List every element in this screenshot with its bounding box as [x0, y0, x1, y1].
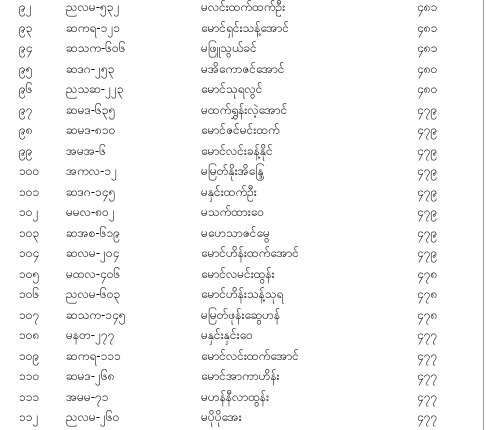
total-mark: ၄၇၉	[417, 205, 438, 219]
roll-code: ဆကရ-၁၁၁	[66, 348, 121, 363]
student-name: မောင်သုရလွင်	[201, 82, 263, 96]
total-mark: ၄၇၇	[417, 369, 438, 383]
roll-code: မနတ-၂၇၇	[66, 328, 115, 342]
row-number: ၁၀၆	[19, 287, 40, 301]
row-number: ၁၁၂	[19, 410, 39, 424]
total-mark: ၄၈၀	[417, 61, 438, 76]
student-name: မောင်လင်းခန့်နိုင်	[201, 143, 273, 158]
total-mark: ၄၈၁	[417, 41, 438, 55]
row-number: ၁၀၁	[19, 184, 40, 199]
student-name: မောင်ဟိန်းထက်အောင်	[201, 246, 299, 260]
roll-code: ညလမ-၅၃၂	[66, 0, 120, 14]
student-name: မနှင်းနှင်းဝေ	[201, 328, 253, 342]
table-row	[0, 38, 502, 59]
table-row	[0, 243, 502, 264]
row-number: ၉၂	[19, 0, 32, 14]
row-number: ၁၁၀	[19, 369, 40, 383]
total-mark: ၄၇၇	[417, 410, 438, 424]
student-name: မမြတ်နိုးအိန္ဒြေ	[201, 164, 264, 178]
table-row	[0, 366, 502, 387]
table-row	[0, 305, 502, 326]
table-row	[0, 141, 502, 162]
table-row	[0, 120, 502, 141]
total-mark: ၄၇၈	[417, 307, 438, 322]
row-number: ၉၈	[19, 123, 33, 137]
table-row	[0, 223, 502, 244]
table-row	[0, 202, 502, 223]
table-row	[0, 0, 502, 18]
total-mark: ၄၇၉	[417, 225, 438, 240]
roll-code: မမလ-၈၀၂	[66, 205, 115, 219]
roll-code: အကလ-၁၂	[66, 164, 117, 178]
total-mark: ၄၇၇	[417, 348, 438, 363]
row-number: ၁၀၇	[19, 307, 40, 322]
roll-code: အမမ-၇၁	[66, 389, 109, 404]
student-name: မလင်းထက်ထက်ဦး	[201, 0, 286, 14]
roll-code: ဆလမ-၂၀၄	[66, 246, 120, 260]
student-name: မသက်ထားဝေ	[201, 205, 265, 219]
row-number: ၁၀၈	[19, 328, 40, 342]
table-row	[0, 407, 502, 428]
row-number: ၁၀၉	[19, 348, 40, 363]
total-mark: ၄၈၀	[417, 82, 438, 96]
row-number: ၁၀၂	[19, 205, 39, 219]
student-name: မထက်ရွှန်းလဲ့အောင်	[201, 102, 288, 117]
row-number: ၁၀၄	[19, 246, 40, 260]
row-number: ၉၅	[19, 61, 33, 76]
table-row	[0, 59, 502, 80]
roll-code: အမအ-၆	[66, 143, 106, 158]
row-number: ၉၇	[19, 102, 33, 117]
row-number: ၁၀၅	[19, 266, 40, 281]
table-row	[0, 346, 502, 367]
table-row	[0, 182, 502, 203]
student-name: မောင်ဟိန်းသန့်သုရ	[201, 287, 284, 301]
student-name: မဟန်နီလာထွန်း	[201, 389, 270, 404]
row-number: ၁၀၃	[19, 225, 40, 240]
roll-code: မထလ-၄၀၆	[66, 266, 121, 281]
total-mark: ၄၇၈	[417, 287, 438, 301]
row-number: ၁၀၀	[19, 164, 40, 178]
student-name: မောင်ဇင်မင်းထက်	[201, 123, 280, 137]
table-row	[0, 161, 502, 182]
total-mark: ၄၇၇	[417, 328, 438, 342]
roll-code: ဆအစ-၆၁၉	[66, 225, 120, 240]
total-mark: ၄၇၉	[417, 123, 438, 137]
student-name: မောင်ရှင်းသန့်အောင်	[201, 20, 290, 35]
student-name: မောင်လင်းထက်အောင်	[201, 348, 299, 363]
student-name: မောင်အာကာဟိန်း	[201, 369, 280, 383]
roll-code: ညလမ-၂၆၀	[66, 410, 120, 424]
total-mark: ၄၇၇	[417, 389, 438, 404]
total-mark: ၄၇၈	[417, 266, 438, 281]
student-name: မောင်လမင်းထွန်း	[201, 266, 275, 281]
roll-code: ဆမဒ-၈၁၀	[66, 123, 116, 137]
table-row	[0, 100, 502, 121]
row-number: ၉၃	[19, 20, 33, 35]
roll-code: ဆမဒ-၂၆၈	[66, 369, 115, 383]
row-number: ၉၉	[19, 143, 33, 158]
total-mark: ၄၈၁	[417, 20, 438, 35]
table-row	[0, 18, 502, 39]
student-name: မမြတ်ဖုန်းဆွေဟန်	[201, 307, 281, 322]
table-row	[0, 79, 502, 100]
total-mark: ၄၈၁	[417, 0, 438, 14]
total-mark: ၄၇၉	[417, 102, 438, 117]
table-row	[0, 325, 502, 346]
roll-code: ဆဒဂ-၁၄၅	[66, 184, 116, 199]
total-mark: ၄၇၉	[417, 246, 438, 260]
row-number: ၉၄	[19, 41, 33, 55]
roll-code: ဆမဒ-၆၃၅	[66, 102, 116, 117]
row-number: ၉၆	[19, 82, 33, 96]
total-mark: ၄၇၉	[417, 143, 438, 158]
roll-code: ညလမ-၆၀၃	[66, 287, 121, 301]
roll-code: ဆသက-၆၀၆	[66, 41, 126, 55]
table-row	[0, 264, 502, 285]
table-row	[0, 387, 502, 408]
roll-code: ဆဒဂ-၂၅၃	[66, 61, 115, 76]
table-row	[0, 284, 502, 305]
student-name: မအိကောဇင်အောင်	[201, 61, 285, 76]
roll-code: ညသဆ-၂၂၃	[66, 82, 124, 96]
roll-code: ဆသက-၁၄၅	[66, 307, 126, 322]
student-name: မပိုပိုအေး	[201, 410, 242, 424]
total-mark: ၄၇၉	[417, 164, 438, 178]
row-number: ၁၁၁	[19, 389, 40, 404]
student-name: မနှင်းထက်ဦး	[201, 184, 257, 199]
total-mark: ၄၇၉	[417, 184, 438, 199]
roll-code: ဆကရ-၁၂၁	[66, 20, 120, 35]
student-name: မဖြူသွယ်ခင်	[201, 41, 257, 55]
right-border-line	[483, 0, 484, 430]
student-name: မဟေသာဇင်မွေ	[201, 225, 270, 240]
